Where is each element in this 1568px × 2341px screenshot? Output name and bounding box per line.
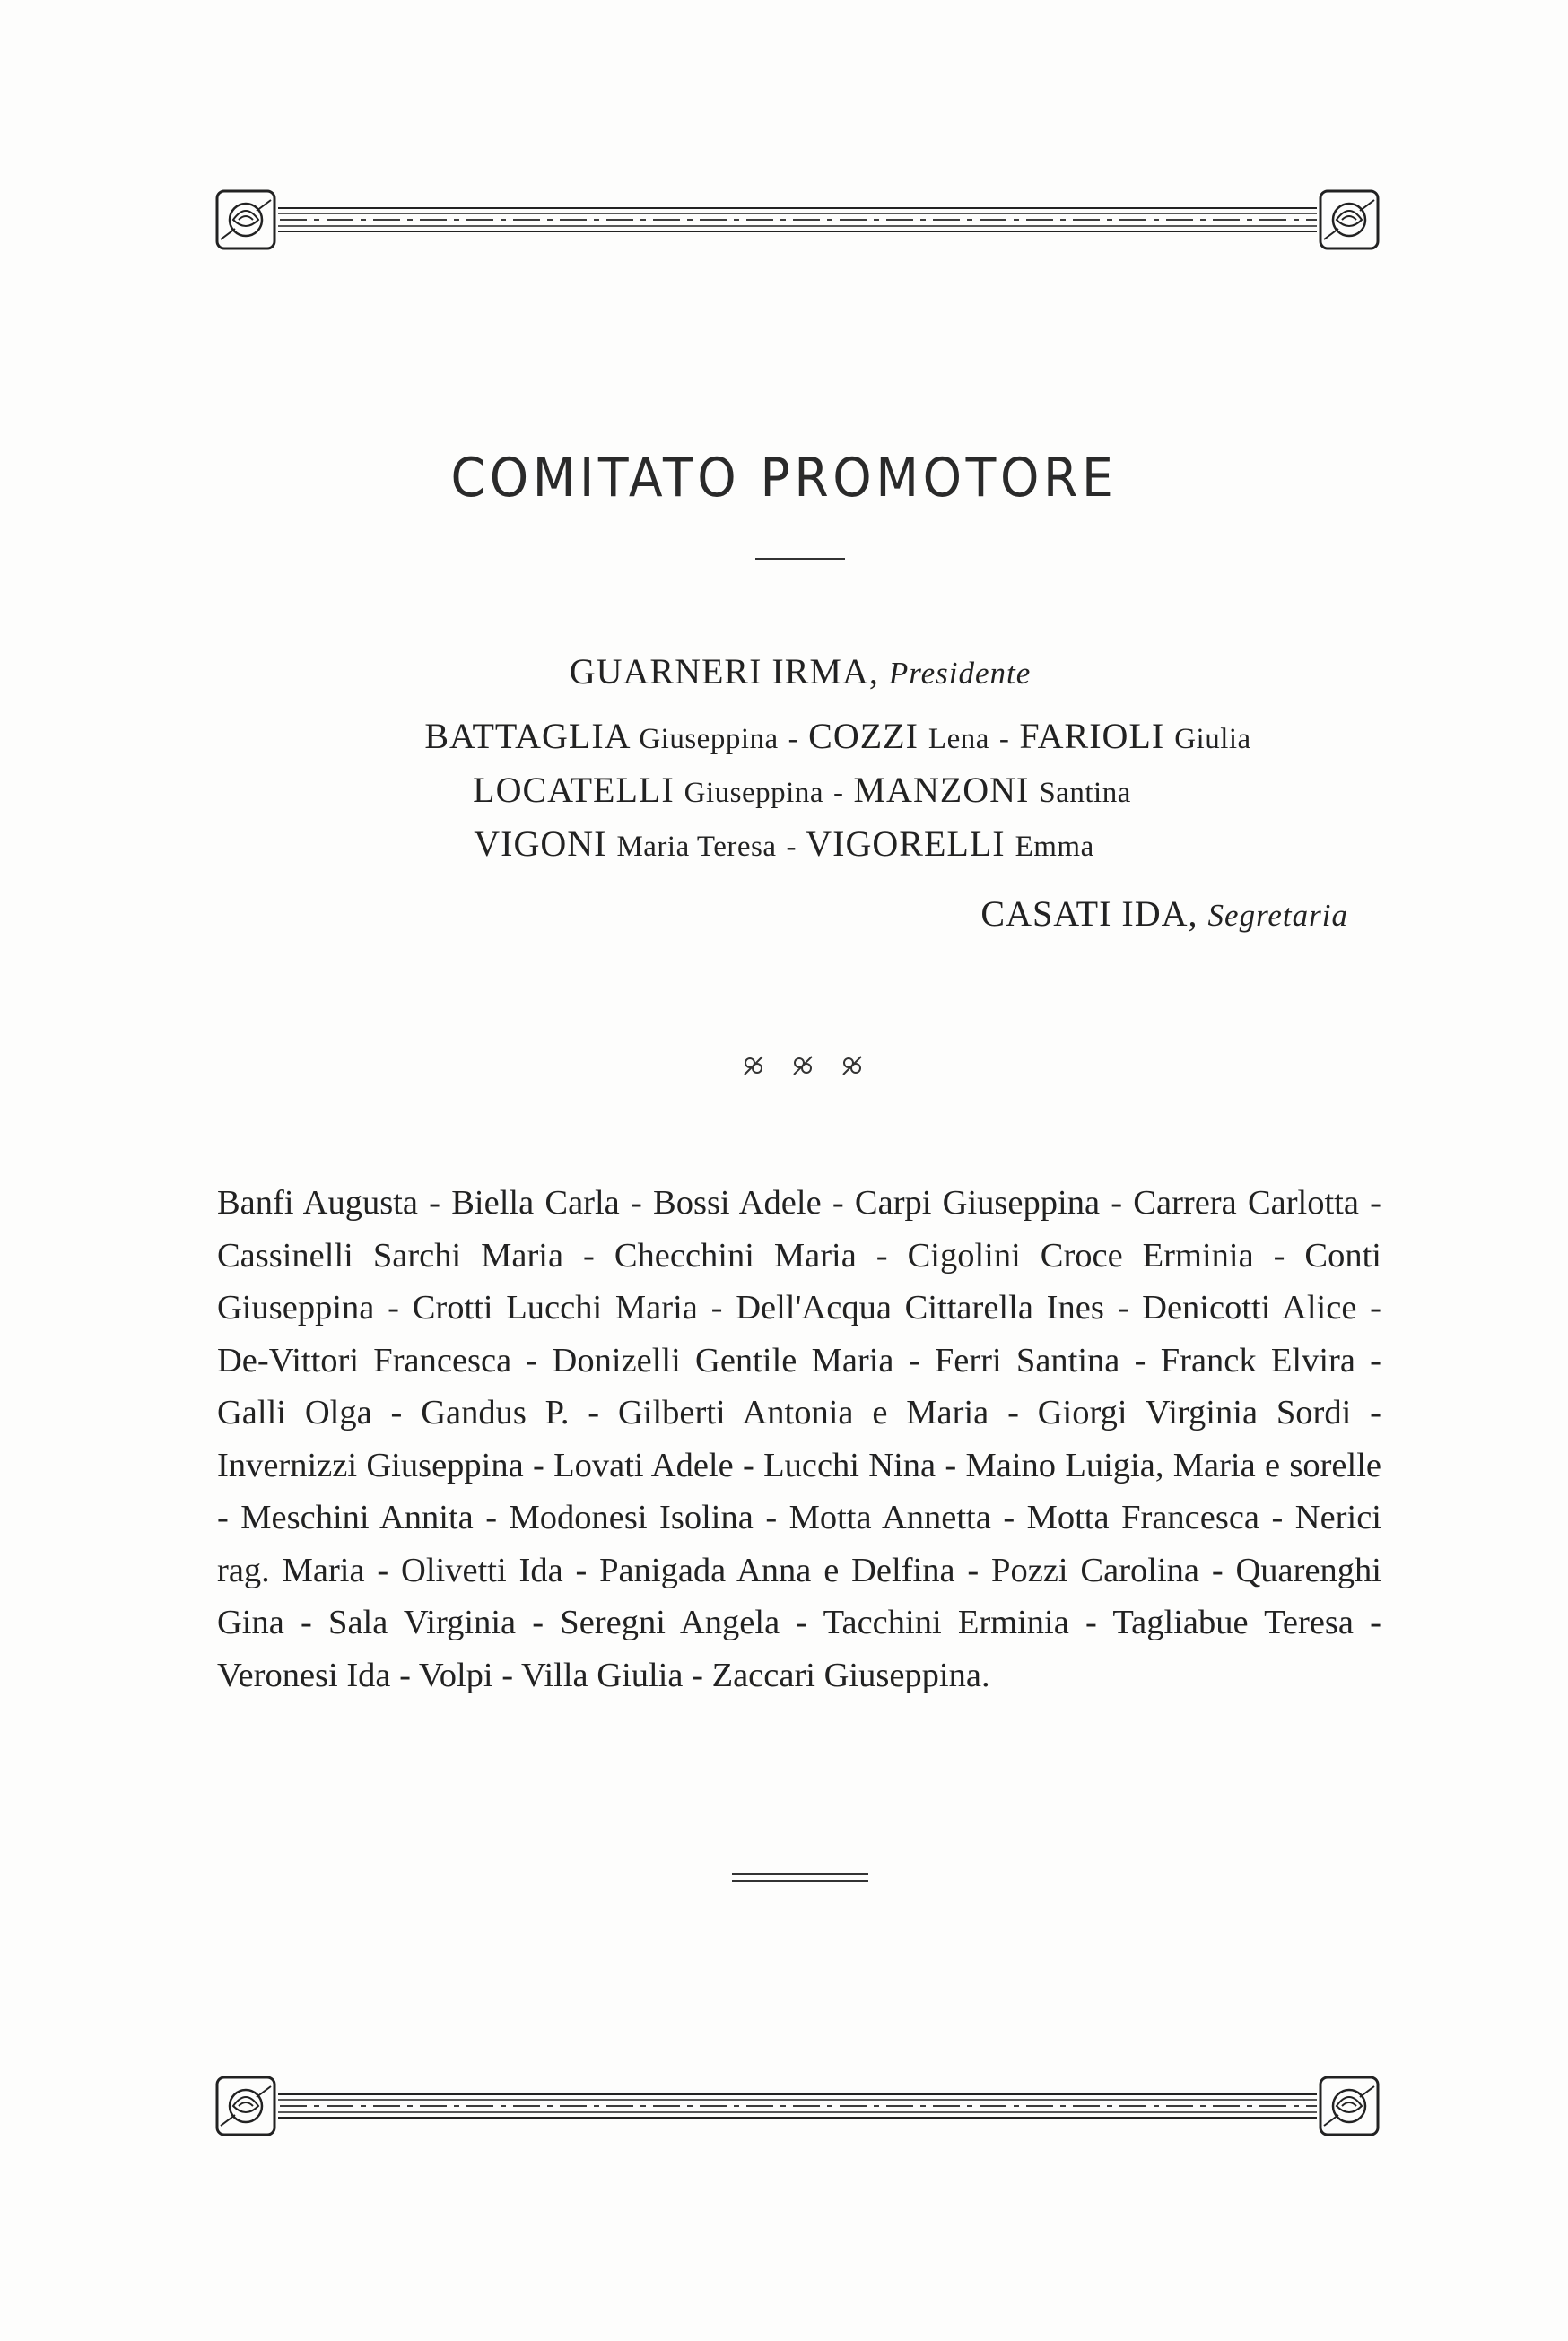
page-title: COMITATO PROMOTORE	[450, 447, 1118, 509]
president-line	[16, 650, 1568, 692]
member-surname: BATTAGLIA	[424, 716, 630, 756]
member-list-paragraph: Banfi Augusta - Biella Carla - Bossi Adele - Carpi Giuseppina - Carrera Carlotta - Cassinelli Sarchi Maria - Checchini Maria - Cigolini Croce Erminia - Conti Giuseppina - Crotti Lucchi Maria - Dell'Acqua Cittarella Ines - Denicotti Alice - De-Vittori Francesca - Donizelli Gentile Maria - Ferri Santina - Franck Elvira - Galli Olga - Gandus P. - Gilberti Antonia e Maria - Giorgi Virginia Sordi - Invernizzi Giuseppina - Lovati Adele - Lucchi Nina - Maino Luigia, Maria e sorelle - Meschini Annita - Modonesi Isolina - Motta Annetta - Motta Francesca - Nerici rag. Maria - Olivetti Ida - Panigada Anna e Delfina - Pozzi Carolina - Quarenghi Gina - Sala Virginia - Seregni Angela - Tacchini Erminia - Tagliabue Teresa - Veronesi Ida - Volpi - Villa Giulia - Zaccari Giuseppina.	[217, 1184, 1381, 1694]
rose-corner-right-icon	[1320, 2077, 1378, 2135]
member-given-name: Giuseppina	[684, 777, 823, 809]
floral-dingbats-icon	[736, 1048, 870, 1083]
separator: -	[832, 777, 844, 809]
secretary-name: CASATI IDA,	[980, 893, 1198, 934]
member-surname: COZZI	[808, 716, 919, 756]
committee-members-line-2	[18, 769, 1568, 811]
separator: -	[998, 723, 1010, 755]
ornament-band-icon	[215, 2070, 1380, 2142]
ornament-band-icon	[215, 184, 1380, 256]
rose-corner-right-icon	[1320, 191, 1378, 248]
closing-double-rule	[732, 1873, 868, 1884]
member-surname: MANZONI	[853, 770, 1030, 810]
president-name: GUARNERI IRMA,	[569, 651, 879, 692]
president-role: Presidente	[888, 656, 1032, 691]
secretary-line	[980, 892, 1348, 935]
bottom-ornamental-border	[215, 2070, 1380, 2142]
member-given-name: Giuseppina	[639, 723, 779, 755]
separator: -	[786, 831, 797, 863]
member-surname: VIGORELLI	[806, 823, 1006, 864]
title-underline	[755, 558, 845, 560]
member-given-name: Lena	[928, 723, 989, 755]
member-given-name: Santina	[1039, 777, 1131, 809]
member-given-name: Giulia	[1174, 723, 1251, 755]
rose-corner-left-icon	[217, 2077, 274, 2135]
member-surname: VIGONI	[474, 823, 607, 864]
member-given-name: Maria Teresa	[616, 831, 777, 863]
separator: -	[788, 723, 799, 755]
secretary-role: Segretaria	[1207, 898, 1348, 933]
member-surname: FARIOLI	[1019, 716, 1165, 756]
committee-members-line-3	[0, 822, 1568, 865]
member-surname: LOCATELLI	[473, 770, 675, 810]
top-ornamental-border	[215, 184, 1380, 256]
committee-members-line-1	[54, 715, 1568, 757]
rose-corner-left-icon	[217, 191, 274, 248]
member-given-name: Emma	[1015, 831, 1094, 863]
